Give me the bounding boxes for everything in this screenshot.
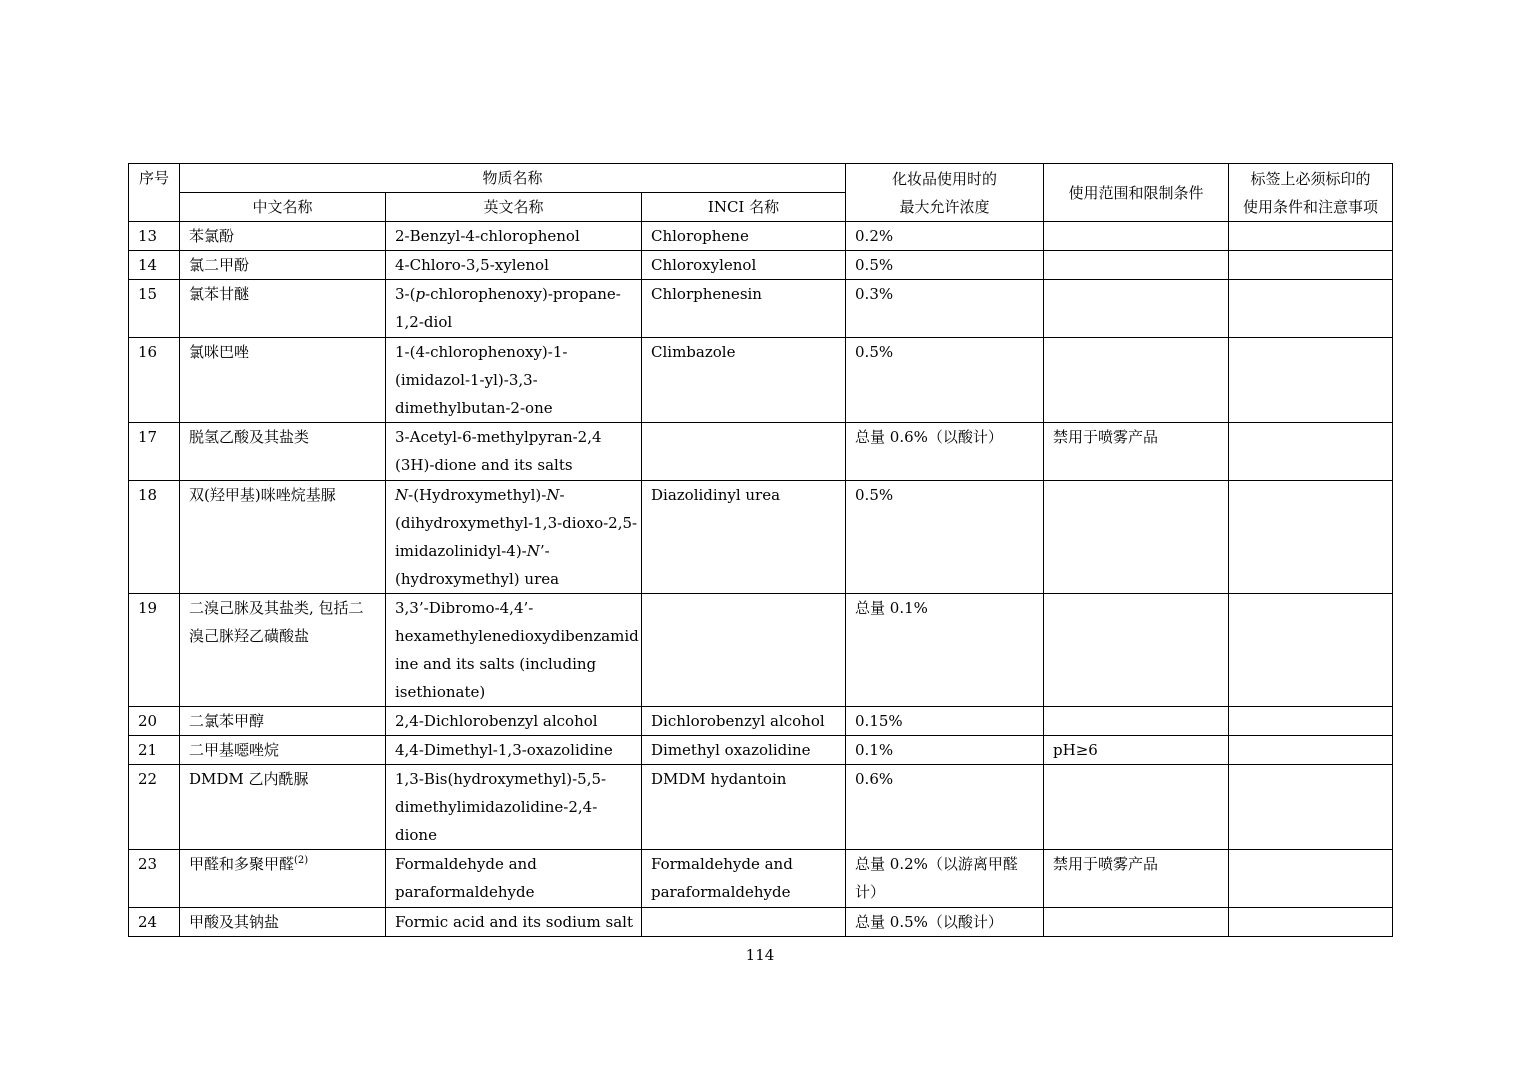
cell-max-concentration: 总量 0.1% [846,594,1044,707]
table-row [129,481,1393,594]
cell-scope [1044,338,1229,423]
table-row [129,338,1393,423]
table-row [129,222,1393,251]
cell-max-concentration: 0.3% [846,280,1044,338]
cell-label [1229,765,1393,850]
cell-seq: 16 [129,338,180,423]
cell-seq: 13 [129,222,180,251]
cell-scope [1044,280,1229,338]
cell-english-name: 4,4-Dimethyl-1,3-oxazolidine [386,736,642,765]
header-max-concentration-line1: 化妆品使用时的 [892,169,998,188]
cell-chinese-name: 脱氢乙酸及其盐类 [180,423,386,481]
cell-english-name [386,481,642,594]
cell-inci-name [642,594,846,707]
cell-english-name: Formic acid and its sodium salt [386,908,642,937]
cell-chinese-name: 二溴己脒及其盐类, 包括二溴己脒羟乙磺酸盐 [180,594,386,707]
italic-n: N [395,486,409,504]
cell-max-concentration: 0.2% [846,222,1044,251]
cell-inci-name: DMDM hydantoin [642,765,846,850]
header-max-concentration-line2: 最大允许浓度 [899,197,990,216]
cell-inci-name: Dimethyl oxazolidine [642,736,846,765]
cell-scope: pH≥6 [1044,736,1229,765]
header-english-name: 英文名称 [386,193,642,222]
header-seq: 序号 [129,164,180,222]
text-segment: -(dihydroxymethyl-1,3-dioxo-2,5-imidazolinidyl-4)- [395,486,638,560]
cell-scope [1044,222,1229,251]
table-row [129,280,1393,338]
italic-n: N [546,486,560,504]
cell-label [1229,736,1393,765]
header-scope: 使用范围和限制条件 [1044,164,1229,222]
text-segment: ’-(hydroxymethyl) urea [395,542,560,588]
cell-seq: 17 [129,423,180,481]
italic-n: N [526,542,540,560]
cell-label [1229,850,1393,908]
cell-max-concentration: 总量 0.2%（以游离甲醛计） [846,850,1044,908]
cell-inci-name: Diazolidinyl urea [642,481,846,594]
cell-english-name: 2-Benzyl-4-chlorophenol [386,222,642,251]
cell-english-name [386,280,642,338]
cell-chinese-name: 氯苯甘醚 [180,280,386,338]
cell-inci-name: Dichlorobenzyl alcohol [642,707,846,736]
page-number: 114 [745,946,775,964]
header-label-line2: 使用条件和注意事项 [1243,197,1379,216]
cell-inci-name [642,423,846,481]
cell-chinese-name: 二氯苯甲醇 [180,707,386,736]
cell-chinese-name: 甲酸及其钠盐 [180,908,386,937]
cell-inci-name: Climbazole [642,338,846,423]
cell-label [1229,280,1393,338]
cell-seq: 23 [129,850,180,908]
cell-inci-name: Chloroxylenol [642,251,846,280]
cell-label [1229,251,1393,280]
cell-max-concentration: 0.6% [846,765,1044,850]
cell-inci-name [642,908,846,937]
header-label [1229,164,1393,222]
cell-seq: 19 [129,594,180,707]
text-segment: -chlorophenoxy)-propane-1,2-diol [395,285,621,331]
italic-p: p [415,285,426,303]
cell-chinese-name: 氯二甲酚 [180,251,386,280]
text-segment: 甲醛和多聚甲醛 [189,855,295,873]
header-max-concentration [846,164,1044,222]
cell-max-concentration: 0.5% [846,251,1044,280]
cell-label [1229,908,1393,937]
cell-english-name: 4-Chloro-3,5-xylenol [386,251,642,280]
cell-chinese-name: 苯氯酚 [180,222,386,251]
cell-seq: 22 [129,765,180,850]
header-row-1 [129,164,1393,193]
text-segment: -(Hydroxymethyl)- [408,486,547,504]
cell-english-name: Formaldehyde and paraformaldehyde [386,850,642,908]
table-row [129,251,1393,280]
cell-label [1229,594,1393,707]
cell-scope [1044,908,1229,937]
table-row [129,594,1393,707]
table-row [129,736,1393,765]
cell-english-name: 1,3-Bis(hydroxymethyl)-5,5-dimethylimidazolidine-2,4-dione [386,765,642,850]
header-chinese-name: 中文名称 [180,193,386,222]
cell-chinese-name [180,850,386,908]
cell-max-concentration: 0.1% [846,736,1044,765]
cell-label [1229,423,1393,481]
cell-english-name: 3,3’-Dibromo-4,4’-hexamethylenedioxydibenzamidine and its salts (including isethionate) [386,594,642,707]
cell-inci-name: Chlorphenesin [642,280,846,338]
table-row [129,707,1393,736]
substance-table [128,163,1393,937]
cell-scope: 禁用于喷雾产品 [1044,423,1229,481]
cell-chinese-name: 二甲基噁唑烷 [180,736,386,765]
cell-max-concentration: 0.5% [846,338,1044,423]
table-row [129,765,1393,850]
cell-seq: 15 [129,280,180,338]
cell-scope [1044,594,1229,707]
cell-seq: 21 [129,736,180,765]
cell-inci-name: Formaldehyde and paraformaldehyde [642,850,846,908]
table-row [129,423,1393,481]
text-segment: 3-( [395,285,416,303]
cell-seq: 24 [129,908,180,937]
cell-scope [1044,251,1229,280]
cell-label [1229,481,1393,594]
table-row [129,908,1393,937]
cell-chinese-name: 双(羟甲基)咪唑烷基脲 [180,481,386,594]
cell-scope [1044,707,1229,736]
cell-seq: 20 [129,707,180,736]
cell-seq: 18 [129,481,180,594]
cell-scope: 禁用于喷雾产品 [1044,850,1229,908]
table-row [129,850,1393,908]
cell-chinese-name: 氯咪巴唑 [180,338,386,423]
header-inci-name: INCI 名称 [642,193,846,222]
cell-max-concentration: 总量 0.5%（以酸计） [846,908,1044,937]
header-substance-name: 物质名称 [180,164,846,193]
cell-label [1229,338,1393,423]
cell-english-name: 1-(4-chlorophenoxy)-1-(imidazol-1-yl)-3,3-dimethylbutan-2-one [386,338,642,423]
cell-chinese-name: DMDM 乙内酰脲 [180,765,386,850]
header-label-line1: 标签上必须标印的 [1250,169,1371,188]
cell-english-name: 2,4-Dichlorobenzyl alcohol [386,707,642,736]
cell-scope [1044,481,1229,594]
cell-english-name: 3-Acetyl-6-methylpyran-2,4 (3H)-dione and its salts [386,423,642,481]
cell-inci-name: Chlorophene [642,222,846,251]
footnote-marker: (2) [294,855,309,866]
cell-label [1229,707,1393,736]
cell-seq: 14 [129,251,180,280]
cell-max-concentration: 0.5% [846,481,1044,594]
cell-max-concentration: 0.15% [846,707,1044,736]
cell-scope [1044,765,1229,850]
cell-max-concentration: 总量 0.6%（以酸计） [846,423,1044,481]
cell-label [1229,222,1393,251]
